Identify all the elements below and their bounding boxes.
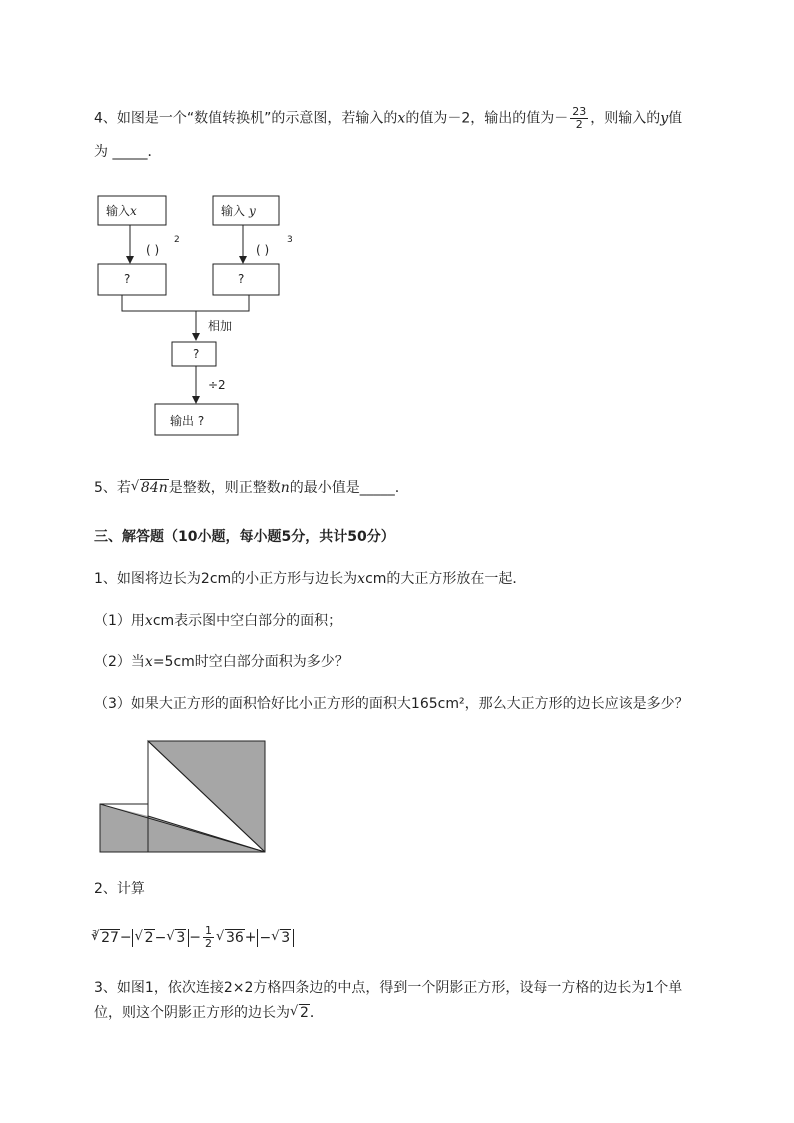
p2-cube-radicand: 27 <box>101 929 119 946</box>
input-x-var: x <box>130 204 137 218</box>
p1-sub2-b: =5cm时空白部分面积为多少？ <box>152 654 349 670</box>
q4-fraction <box>570 106 588 131</box>
divide-label: ÷2 <box>208 378 226 392</box>
p1-sub2 <box>94 652 349 672</box>
q4-text-c: ，则输入的 <box>590 110 661 127</box>
op-square-exp: 2 <box>174 235 180 245</box>
p2-sqrt2-radicand: 2 <box>144 929 154 946</box>
output-box <box>155 404 238 435</box>
p1-sub3: （3）如果大正方形的面积恰好比小正方形的面积大165cm²，那么大正方形的边长应该是多少？ <box>94 696 689 712</box>
q4-var-x: x <box>397 110 406 127</box>
p2-sqrt2 <box>135 929 155 947</box>
p3-line2 <box>94 1003 324 1023</box>
p1-var-x: x <box>357 571 366 587</box>
add-label: 相加 <box>208 319 233 333</box>
p2-half <box>203 925 214 950</box>
p2-neg: − <box>259 929 272 946</box>
input-y-var: y <box>249 204 256 218</box>
p1-sub1-a: （1）用 <box>94 613 145 629</box>
p1-sub1-var: x <box>144 613 153 629</box>
p2-expression <box>92 925 294 950</box>
p2-abs-2 <box>257 929 295 947</box>
diagonal-long <box>100 804 265 852</box>
op-cube-exp: 3 <box>287 235 293 245</box>
q5-sqrt <box>131 478 169 498</box>
square-result-box <box>98 264 166 295</box>
p1-sub1 <box>94 611 342 631</box>
p2-sqrt3-b <box>271 929 291 947</box>
p1-text-a: 1、如图将边长为2cm的小正方形与边长为 <box>94 571 358 587</box>
section-heading: 三、解答题（10小题，每小题5分，共计50分） <box>94 529 395 545</box>
p2-sqrt36-radicand: 36 <box>225 929 244 946</box>
q4-text-a: 4、如图是一个“数值转换机”的示意图，若输入的 <box>94 110 398 127</box>
blank-triangle <box>148 741 265 852</box>
q5-var-n: n <box>280 480 290 496</box>
q5-text-b: 是整数，则正整数 <box>168 480 281 496</box>
p1-sub2-var: x <box>144 654 153 670</box>
p1-text-b: cm的大正方形放在一起． <box>365 571 527 587</box>
big-square <box>148 741 265 852</box>
p2-abs-1 <box>132 929 190 947</box>
input-y-label: 输入 <box>221 204 246 218</box>
q4-line2: 为 _____． <box>94 144 162 160</box>
input-x-box <box>98 196 166 225</box>
p2-half-den: 2 <box>204 937 212 950</box>
p2-minus-1: − <box>119 929 132 946</box>
p2-title: 2、计算 <box>94 881 145 897</box>
q4-text-d: 值 <box>668 110 683 127</box>
small-square <box>100 804 148 852</box>
p2-plus: + <box>244 929 257 946</box>
q4-var-y: y <box>660 110 669 127</box>
p2-abs-minus: − <box>154 929 167 946</box>
squares-figure <box>100 741 265 852</box>
p2-sqrt3-a <box>166 929 186 947</box>
p2-sqrt3-b-radicand: 3 <box>281 929 291 946</box>
square-result-q: ? <box>124 272 131 286</box>
cube-result-q: ? <box>238 272 245 286</box>
q5-text-c: 的最小值是_____. <box>289 480 400 496</box>
p2-cube-root <box>91 928 120 948</box>
p1-sub2-a: （2）当 <box>94 654 145 670</box>
input-x-label: 输入 <box>106 204 131 218</box>
op-square: ( ) <box>146 243 160 257</box>
q5-text-a: 5、若 <box>94 480 131 496</box>
blank-sliver <box>100 804 148 816</box>
q5-radicand: 84n <box>140 480 168 496</box>
p1-line1 <box>94 569 526 589</box>
p3-radicand: 2 <box>300 1005 309 1021</box>
merge-connector <box>122 295 249 311</box>
q4-text-b: 的值为－2，输出的值为－ <box>405 110 569 127</box>
q4-line1 <box>94 106 682 131</box>
op-cube: ( ) <box>256 243 270 257</box>
q4-frac-den: 2 <box>575 118 583 131</box>
p3-text-a: 位，则这个阴影正方形的边长为 <box>94 1005 290 1021</box>
p2-cube-index: 3 <box>92 928 98 938</box>
input-y-box <box>213 196 279 225</box>
p3-sqrt2 <box>290 1003 310 1023</box>
p2-half-num: 1 <box>204 924 212 937</box>
sum-q: ? <box>193 347 200 361</box>
q4-frac-num: 23 <box>572 105 587 118</box>
p2-sqrt36 <box>216 928 245 948</box>
cube-result-box <box>213 264 279 295</box>
p1-sub1-b: cm表示图中空白部分的面积； <box>152 613 343 629</box>
diagonal-big <box>148 741 265 852</box>
sum-box <box>172 342 216 366</box>
p3-text-b: ． <box>309 1005 324 1021</box>
output-label: 输出 ? <box>170 414 205 428</box>
p2-minus-2: − <box>189 929 201 946</box>
p3-line1: 3、如图1，依次连接2×2方格四条边的中点，得到一个阴影正方形，设每一方格的边长为1个单 <box>94 980 683 996</box>
p2-sqrt3-a-radicand: 3 <box>176 929 186 946</box>
q5-line <box>94 478 399 498</box>
